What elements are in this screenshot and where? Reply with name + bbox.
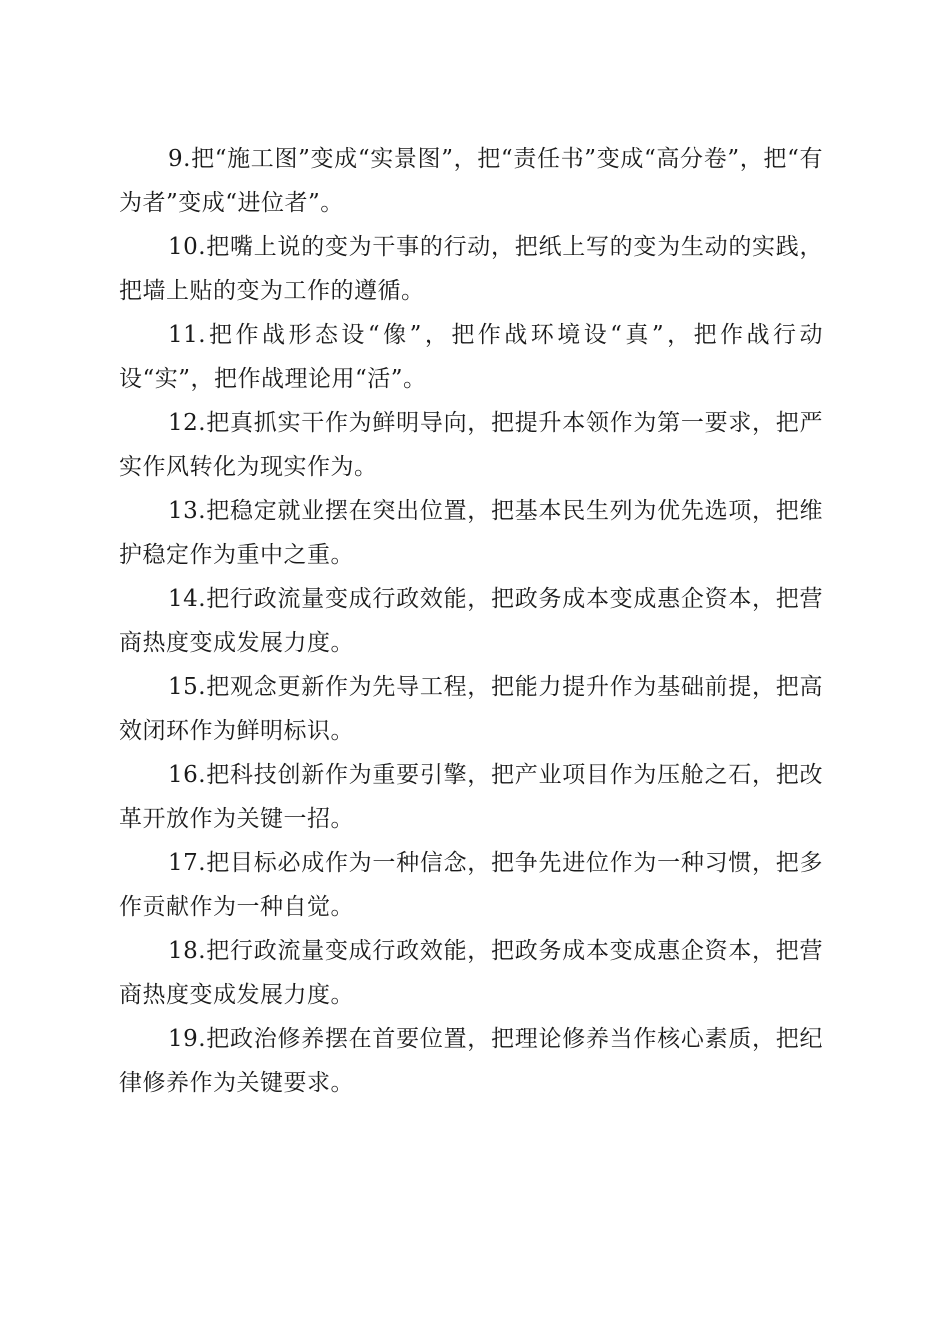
paragraph-12: 12.把真抓实干作为鲜明导向，把提升本领作为第一要求，把严实作风转化为现实作为。 (119, 410, 823, 480)
paragraph-18: 18.把行政流量变成行政效能，把政务成本变成惠企资本，把营商热度变成发展力度。 (119, 938, 823, 1008)
paragraph-13: 13.把稳定就业摆在突出位置，把基本民生列为优先选项，把维护稳定作为重中之重。 (119, 498, 823, 568)
paragraph-17: 17.把目标必成作为一种信念，把争先进位作为一种习惯，把多作贡献作为一种自觉。 (119, 850, 823, 920)
paragraph-9: 9.把“施工图”变成“实景图”，把“责任书”变成“高分卷”，把“有为者”变成“进位者”。 (119, 146, 823, 216)
paragraph-16: 16.把科技创新作为重要引擎，把产业项目作为压舱之石，把改革开放作为关键一招。 (119, 762, 823, 832)
paragraph-14: 14.把行政流量变成行政效能，把政务成本变成惠企资本，把营商热度变成发展力度。 (119, 586, 823, 656)
paragraph-10: 10.把嘴上说的变为干事的行动，把纸上写的变为生动的实践，把墙上贴的变为工作的遵循。 (119, 234, 823, 304)
paragraph-19: 19.把政治修养摆在首要位置，把理论修养当作核心素质，把纪律修养作为关键要求。 (119, 1026, 823, 1096)
paragraph-15: 15.把观念更新作为先导工程，把能力提升作为基础前提，把高效闭环作为鲜明标识。 (119, 674, 823, 744)
paragraph-11: 11.把作战形态设“像”，把作战环境设“真”，把作战行动设“实”，把作战理论用“活”。 (119, 322, 823, 392)
document-body (119, 137, 823, 1105)
